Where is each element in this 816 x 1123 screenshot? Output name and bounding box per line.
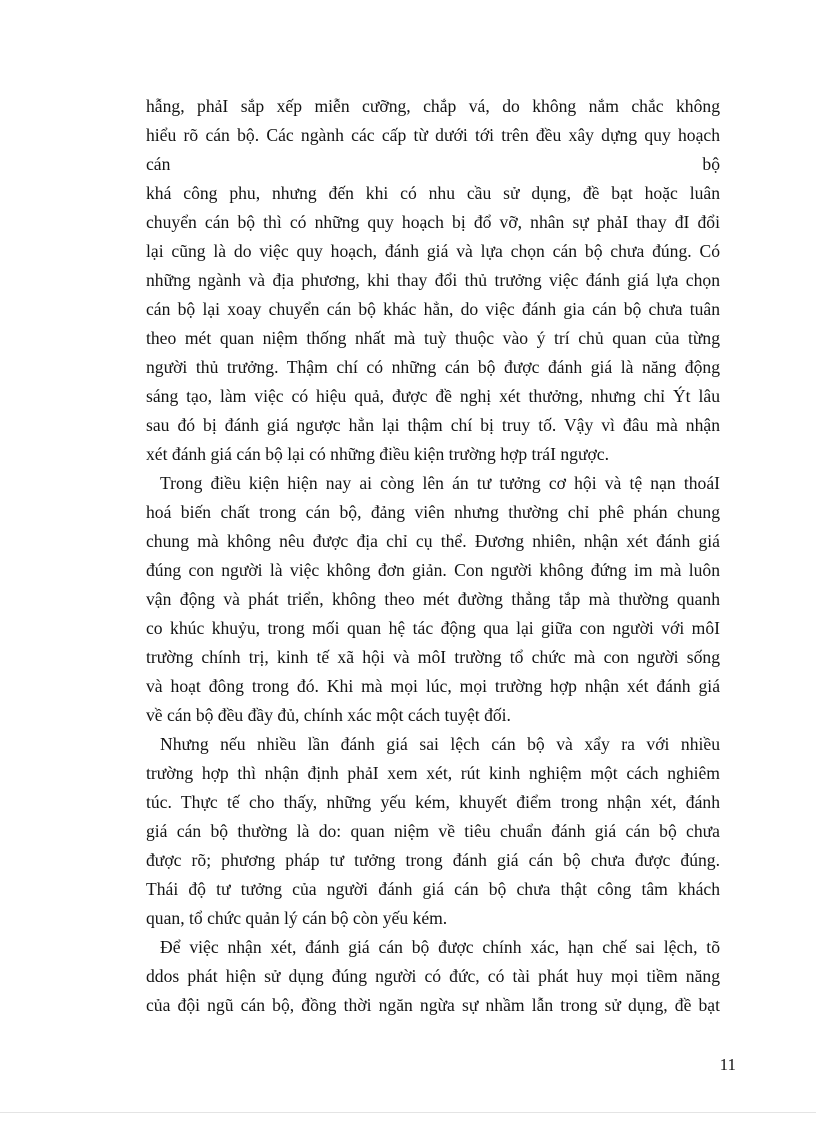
text-line: được rõ; phương pháp tư tưởng trong đánh giá cán bộ chưa được đúng. [146,850,720,870]
text-line: xét đánh giá cán bộ lại có những điều kiện trường hợp tráI ngược. [146,444,610,464]
text-line: vận động và phát triển, không theo mét đường thẳng tắp mà thường quanh [146,589,720,609]
text-line: khá công phu, nhưng đến khi có nhu cầu sử dụng, đề bạt hoặc luân [146,183,720,203]
text-line: ddos phát hiện sử dụng đúng người có đức, có tài phát huy mọi tiềm năng [146,966,720,986]
text-line: hiểu rõ cán bộ. Các ngành các cấp từ dưới tới trên đều xây dựng quy hoạch [146,125,720,145]
text-line: túc. Thực tế cho thấy, những yếu kém, khuyết điểm trong nhận xét, đánh [146,792,720,812]
text-line: giá cán bộ thường là do: quan niệm về tiêu chuẩn đánh giá cán bộ chưa [146,821,720,841]
text-line: của đội ngũ cán bộ, đồng thời ngăn ngừa sự nhầm lẫn trong sử dụng, đề bạt [146,995,720,1015]
text-line: đúng con người là việc không đơn giản. Con người không đứng im mà luôn [146,560,720,580]
text-line: chung mà không nêu được địa chỉ cụ thể. Đương nhiên, nhận xét đánh giá [146,531,720,551]
text-line: sáng tạo, làm việc có hiệu quả, được đề nghị xét thưởng, nhưng chỉ Ýt lâu [146,386,720,406]
text-line: cán bộ lại xoay chuyển cán bộ khác hẳn, do việc đánh gia cán bộ chưa tuân [146,299,720,319]
text-line: những ngành và địa phương, khi thay đổi thủ trưởng việc đánh giá lựa chọn [146,270,720,290]
text-line: và hoạt đông trong đó. Khi mà mọi lúc, mọi trường hợp nhận xét đánh giá [146,676,720,696]
text-line: Thái độ tư tưởng của người đánh giá cán bộ chưa thật công tâm khách [146,879,720,899]
text-line: trường chính trị, kinh tế xã hội và môI trường tổ chức mà con người sống [146,647,720,667]
text-line: về cán bộ đều đầy đủ, chính xác một cách tuyệt đối. [146,705,511,725]
paragraph-first-line: Nhưng nếu nhiều lần đánh giá sai lệch cán bộ và xẩy ra với nhiều [160,734,720,754]
text-line: chuyển cán bộ thì có những quy hoạch bị đổ vỡ, nhân sự phảI thay đI đổi [146,212,720,232]
text-line: quan, tổ chức quản lý cán bộ còn yếu kém. [146,908,448,928]
text-line: người thủ trưởng. Thậm chí có những cán bộ được đánh giá là năng động [146,357,720,377]
paragraph-first-line: Để việc nhận xét, đánh giá cán bộ được chính xác, hạn chế sai lệch, tõ [160,937,720,957]
text-line-end: bộ [702,154,720,174]
text-line: sau đó bị đánh giá ngược hẳn lại thậm chí bị truy tố. Vậy vì đâu mà nhận [146,415,720,435]
text-line: theo mét quan niệm thống nhất mà tuỳ thuộc vào ý trí chủ quan của từng [146,328,720,348]
page-bottom-divider [0,1112,816,1113]
text-line: trường hợp thì nhận định phảI xem xét, rút kinh nghiệm một cách nghiêm [146,763,720,783]
page-number: 11 [719,1055,736,1074]
text-line-split [146,151,720,177]
text-line: hẫng, phảI sắp xếp miễn cưỡng, chắp vá, do không nắm chắc không [146,96,720,116]
text-line: hoá biến chất trong cán bộ, đảng viên nhưng thường chỉ phê phán chung [146,502,720,522]
text-line-start: cán [146,154,171,174]
text-line: lại cũng là do việc quy hoạch, đánh giá và lựa chọn cán bộ chưa đúng. Có [146,241,720,261]
paragraph-first-line: Trong điều kiện hiện nay ai còng lên án tư tưởng cơ hội và tệ nạn thoáI [160,473,720,493]
text-line: co khúc khuỷu, trong mối quan hệ tác động qua lại giữa con người với môI [146,618,720,638]
